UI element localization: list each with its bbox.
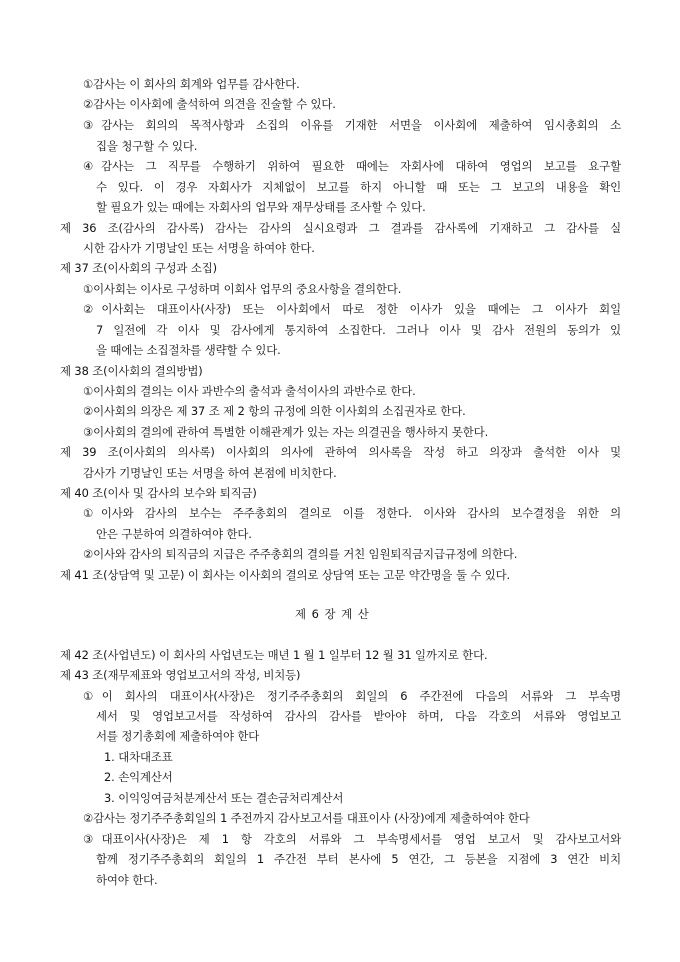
line-14: 을 때에는 소집절차를 생략할 수 있다. <box>96 343 281 357</box>
line-25: 제 41 조(상담역 및 고문) 이 회사는 이사회의 결의로 상담역 또는 고문 약간명을 둘 수 있다. <box>60 568 511 582</box>
line-32: 2. 손익계산서 <box>104 770 173 784</box>
line-26: 제 42 조(사업년도) 이 회사의 사업년도는 매년 1 월 1 일부터 12 월 31 일까지로 한다. <box>60 648 488 662</box>
line-19: 제 39 조(이사회의 의사록) 이사회의 의사에 관하여 의사록을 작성 하고 의장과 출석한 이사 및 <box>60 445 621 459</box>
line-28: ①이 회사의 대표이사(사장)은 정기주주총회의 회일의 6 주간전에 다음의 서류와 그 부속명 <box>83 689 621 703</box>
line-37: 하여야 한다. <box>96 873 158 887</box>
line-30: 서를 정기총회에 제출하여야 한다 <box>96 729 260 743</box>
line-08: 제 36 조(감사의 감사록) 감사는 감사의 실시요령과 그 결과를 감사록에 기재하고 그 감사를 실 <box>60 221 621 235</box>
line-15: 제 38 조(이사회의 결의방법) <box>60 364 203 378</box>
line-35: ③대표이사(사장)은 제 1 항 각호의 서류와 그 부속명세서를 영업 보고서 및 감사보고서와 <box>83 832 621 846</box>
line-20: 감사가 기명날인 또는 서명을 하여 본점에 비치한다. <box>83 466 337 480</box>
line-24: ②이사와 감사의 퇴직금의 지급은 주주총회의 결의를 거친 임원퇴직금지급규정에 의한다. <box>83 547 518 561</box>
line-03: ③감사는 회의의 목적사항과 소집의 이유를 기재한 서면을 이사회에 제출하여 임시총회의 소 <box>83 118 621 132</box>
line-31: 1. 대차대조표 <box>104 750 173 764</box>
line-27: 제 43 조(재무제표와 영업보고서의 작성, 비치등) <box>60 668 301 682</box>
chapter-title: 제 6 장 계 산 <box>295 607 370 621</box>
line-07: 할 필요가 있는 때에는 자회사의 업무와 재무상태를 조사할 수 있다. <box>96 200 426 214</box>
line-13: 7 일전에 각 이사 및 감사에게 통지하여 소집한다. 그러나 이사 및 감사 전원의 동의가 있 <box>96 323 621 337</box>
line-36: 함께 정기주주총회의 회일의 1 주간전 부터 본사에 5 연간, 그 등본을 지점에 3 연간 비치 <box>96 852 621 866</box>
line-22: ①이사와 감사의 보수는 주주총회의 결의로 이를 정한다. 이사와 감사의 보수결정을 위한 의 <box>83 506 621 520</box>
line-21: 제 40 조(이사 및 감사의 보수와 퇴직금) <box>60 486 257 500</box>
line-18: ③이사회의 결의에 관하여 특별한 이해관계가 있는 자는 의결권을 행사하지 못한다. <box>83 425 489 439</box>
line-23: 안은 구분하여 의결하여야 한다. <box>96 527 252 541</box>
line-16: ①이사회의 결의는 이사 과반수의 출석과 출석이사의 과반수로 한다. <box>83 384 416 398</box>
line-34: ②감사는 정기주주총회일의 1 주전까지 감사보고서를 대표이사 (사장)에게 제출하여야 한다 <box>83 811 530 825</box>
line-09: 시한 감사가 기명날인 또는 서명을 하여야 한다. <box>83 241 315 255</box>
line-10: 제 37 조(이사회의 구성과 소집) <box>60 261 218 275</box>
line-04: 집을 청구할 수 있다. <box>96 139 198 153</box>
line-02: ②감사는 이사회에 출석하여 의견을 진술할 수 있다. <box>83 97 336 111</box>
line-29: 세서 및 영업보고서를 작성하여 감사의 감사를 받아야 하며, 다음 각호의 서류와 영업보고 <box>96 709 621 723</box>
line-17: ②이사회의 의장은 제 37 조 제 2 항의 규정에 의한 이사회의 소집권자로 한다. <box>83 404 466 418</box>
line-11: ①이사회는 이사로 구성하며 이회사 업무의 중요사항을 결의한다. <box>83 282 402 296</box>
line-12: ②이사회는 대표이사(사장) 또는 이사회에서 따로 정한 이사가 있을 때에는 그 이사가 회일 <box>83 302 621 316</box>
line-01: ①감사는 이 회사의 회계와 업무를 감사한다. <box>83 77 300 91</box>
line-06: 수 있다. 이 경우 자회사가 지체없이 보고를 하지 아니할 때 또는 그 보고의 내용을 확인 <box>96 180 621 194</box>
line-33: 3. 이익잉여금처분계산서 또는 결손금처리계산서 <box>104 791 344 805</box>
line-05: ④감사는 그 직무를 수행하기 위하여 필요한 때에는 자회사에 대하여 영업의 보고를 요구할 <box>83 159 621 173</box>
